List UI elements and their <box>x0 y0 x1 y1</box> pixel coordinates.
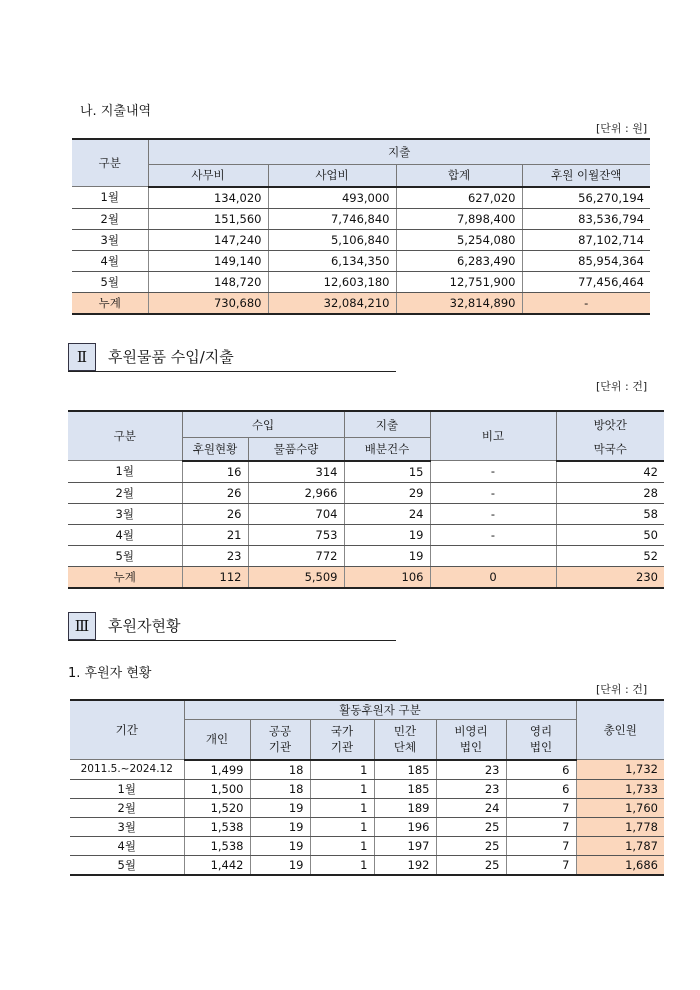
col-span-expense: 지출 <box>148 139 650 164</box>
col-header-line: 국가 <box>330 724 354 739</box>
col-header-line: 영리 <box>529 724 553 739</box>
row-month: 2월 <box>72 208 148 229</box>
cell: 1 <box>310 817 374 836</box>
cell: 77,456,464 <box>522 271 650 292</box>
section-underline <box>68 640 396 641</box>
row-period: 5월 <box>70 855 184 875</box>
col-span-donors: 활동후원자 구분 <box>184 700 576 720</box>
cell: 1,500 <box>184 779 250 798</box>
col-header <box>506 720 576 760</box>
section-title: 후원자현황 <box>108 617 181 635</box>
cell: 26 <box>182 482 248 503</box>
cell: 25 <box>436 817 506 836</box>
col-header: 배분건수 <box>344 438 430 461</box>
table-row <box>70 760 664 780</box>
cell: 56,270,194 <box>522 187 650 209</box>
col-header <box>374 720 436 760</box>
cell: - <box>430 503 556 524</box>
cell: 1 <box>310 855 374 875</box>
cell: 25 <box>436 836 506 855</box>
cell: 5,106,840 <box>268 229 396 250</box>
section-number: Ⅲ <box>68 612 96 640</box>
cell: 1,538 <box>184 836 250 855</box>
cell: 151,560 <box>148 208 268 229</box>
col-visit-1: 방앗간 <box>556 411 664 438</box>
table-row <box>70 836 664 855</box>
cell: 19 <box>250 855 310 875</box>
total-cell: 1,733 <box>576 779 664 798</box>
cell: 1,499 <box>184 760 250 780</box>
cell <box>430 545 556 566</box>
cell: 18 <box>250 779 310 798</box>
cell: 85,954,364 <box>522 250 650 271</box>
col-total: 총인원 <box>576 700 664 760</box>
cell: 19 <box>250 836 310 855</box>
row-period: 3월 <box>70 817 184 836</box>
col-header: 후원현황 <box>182 438 248 461</box>
col-span-expense: 지출 <box>344 411 430 438</box>
row-month: 4월 <box>72 250 148 271</box>
cell: - <box>430 461 556 483</box>
table-row <box>70 779 664 798</box>
cell: 32,814,890 <box>396 292 522 314</box>
row-period: 4월 <box>70 836 184 855</box>
total-label: 누계 <box>72 292 148 314</box>
cell: 0 <box>430 566 556 588</box>
cell: 23 <box>182 545 248 566</box>
col-group: 구분 <box>68 411 182 461</box>
donors-table <box>70 699 664 876</box>
row-period: 2월 <box>70 798 184 817</box>
cell: 627,020 <box>396 187 522 209</box>
cell: 753 <box>248 524 344 545</box>
table-row <box>72 229 650 250</box>
col-header-line: 법인 <box>529 740 553 755</box>
total-cell: 1,760 <box>576 798 664 817</box>
col-header-line: 민간 <box>393 724 417 739</box>
cell: 772 <box>248 545 344 566</box>
total-cell: 1,732 <box>576 760 664 780</box>
cell: 42 <box>556 461 664 483</box>
cell: 1 <box>310 760 374 780</box>
table-row <box>68 461 664 483</box>
cell: 314 <box>248 461 344 483</box>
cell: 1,538 <box>184 817 250 836</box>
section-donors-header <box>68 612 398 640</box>
cell: 192 <box>374 855 436 875</box>
expense-table <box>72 138 650 315</box>
cell: 12,751,900 <box>396 271 522 292</box>
cell: 32,084,210 <box>268 292 396 314</box>
section-underline <box>68 371 396 372</box>
col-header-line: 비영리 <box>454 724 488 739</box>
table-row <box>72 271 650 292</box>
donors-unit: [단위 : 건] <box>596 683 648 696</box>
table-row <box>68 545 664 566</box>
cell: 189 <box>374 798 436 817</box>
cell: 147,240 <box>148 229 268 250</box>
row-month: 2월 <box>68 482 182 503</box>
cell: 16 <box>182 461 248 483</box>
donors-heading: 1. 후원자 현황 <box>68 666 152 681</box>
row-month: 5월 <box>72 271 148 292</box>
cell: 1 <box>310 779 374 798</box>
section-title: 후원물품 수입/지출 <box>108 348 234 366</box>
col-group: 구분 <box>72 139 148 187</box>
col-span-income: 수입 <box>182 411 344 438</box>
total-cell: 1,686 <box>576 855 664 875</box>
goods-unit: [단위 : 건] <box>596 380 648 393</box>
cell: 704 <box>248 503 344 524</box>
table-row <box>72 250 650 271</box>
cell: 196 <box>374 817 436 836</box>
cell: - <box>430 482 556 503</box>
col-visit-2: 막국수 <box>556 438 664 461</box>
cell: 18 <box>250 760 310 780</box>
section-number: Ⅱ <box>68 343 96 371</box>
total-row <box>68 566 664 588</box>
cell: 28 <box>556 482 664 503</box>
col-note: 비고 <box>430 411 556 461</box>
cell: 5,509 <box>248 566 344 588</box>
table-row <box>72 208 650 229</box>
cell: 185 <box>374 779 436 798</box>
cell: 6,134,350 <box>268 250 396 271</box>
table-row <box>70 798 664 817</box>
row-period: 1월 <box>70 779 184 798</box>
expense-unit: [단위 : 원] <box>596 122 648 135</box>
table-row <box>70 817 664 836</box>
cell: 1,442 <box>184 855 250 875</box>
cell: 15 <box>344 461 430 483</box>
col-header <box>184 720 250 760</box>
cell: 26 <box>182 503 248 524</box>
cell: 112 <box>182 566 248 588</box>
table-row <box>68 503 664 524</box>
total-cell: 1,787 <box>576 836 664 855</box>
table-row <box>68 524 664 545</box>
col-header-line: 기관 <box>330 740 354 755</box>
col-header-line: 공공 <box>268 724 292 739</box>
table-row <box>70 855 664 875</box>
cell: 149,140 <box>148 250 268 271</box>
cell: 52 <box>556 545 664 566</box>
cell: 83,536,794 <box>522 208 650 229</box>
cell: 6,283,490 <box>396 250 522 271</box>
section-goods-header <box>68 343 398 371</box>
cell: 1 <box>310 836 374 855</box>
col-header: 사무비 <box>148 164 268 186</box>
cell: 50 <box>556 524 664 545</box>
expense-heading: 나. 지출내역 <box>80 104 152 119</box>
cell: 197 <box>374 836 436 855</box>
cell: 2,966 <box>248 482 344 503</box>
cell: 19 <box>250 817 310 836</box>
cell: - <box>522 292 650 314</box>
col-header-line: 개인 <box>205 732 229 747</box>
cell: 87,102,714 <box>522 229 650 250</box>
cell: 23 <box>436 779 506 798</box>
cell: 21 <box>182 524 248 545</box>
cell: 24 <box>344 503 430 524</box>
cell: 7 <box>506 817 576 836</box>
cell: 7,746,840 <box>268 208 396 229</box>
total-cell: 1,778 <box>576 817 664 836</box>
col-header <box>310 720 374 760</box>
total-row <box>72 292 650 314</box>
cell: 493,000 <box>268 187 396 209</box>
cell: 19 <box>250 798 310 817</box>
row-month: 1월 <box>68 461 182 483</box>
row-month: 3월 <box>72 229 148 250</box>
cell: 7 <box>506 855 576 875</box>
cell: 7,898,400 <box>396 208 522 229</box>
cell: 19 <box>344 545 430 566</box>
cell: 24 <box>436 798 506 817</box>
cell: 1,520 <box>184 798 250 817</box>
col-header <box>250 720 310 760</box>
cell: 1 <box>310 798 374 817</box>
col-header-line: 법인 <box>459 740 483 755</box>
cell: 230 <box>556 566 664 588</box>
col-header-line: 단체 <box>393 740 417 755</box>
cell: 7 <box>506 836 576 855</box>
col-header: 합계 <box>396 164 522 186</box>
cell: 25 <box>436 855 506 875</box>
row-period: 2011.5.~2024.12 <box>70 760 184 780</box>
cell: 6 <box>506 760 576 780</box>
cell: 148,720 <box>148 271 268 292</box>
cell: 23 <box>436 760 506 780</box>
col-header: 사업비 <box>268 164 396 186</box>
col-period: 기간 <box>70 700 184 760</box>
cell: 5,254,080 <box>396 229 522 250</box>
cell: 19 <box>344 524 430 545</box>
row-month: 1월 <box>72 187 148 209</box>
cell: 58 <box>556 503 664 524</box>
goods-table <box>68 410 664 589</box>
cell: 7 <box>506 798 576 817</box>
table-row <box>72 187 650 209</box>
cell: 106 <box>344 566 430 588</box>
cell: 185 <box>374 760 436 780</box>
cell: 12,603,180 <box>268 271 396 292</box>
row-month: 4월 <box>68 524 182 545</box>
total-label: 누계 <box>68 566 182 588</box>
col-header-line: 기관 <box>268 740 292 755</box>
cell: - <box>430 524 556 545</box>
row-month: 5월 <box>68 545 182 566</box>
cell: 6 <box>506 779 576 798</box>
col-header: 물품수량 <box>248 438 344 461</box>
table-row <box>68 482 664 503</box>
cell: 134,020 <box>148 187 268 209</box>
cell: 29 <box>344 482 430 503</box>
cell: 730,680 <box>148 292 268 314</box>
col-header <box>436 720 506 760</box>
col-header: 후원 이월잔액 <box>522 164 650 186</box>
row-month: 3월 <box>68 503 182 524</box>
